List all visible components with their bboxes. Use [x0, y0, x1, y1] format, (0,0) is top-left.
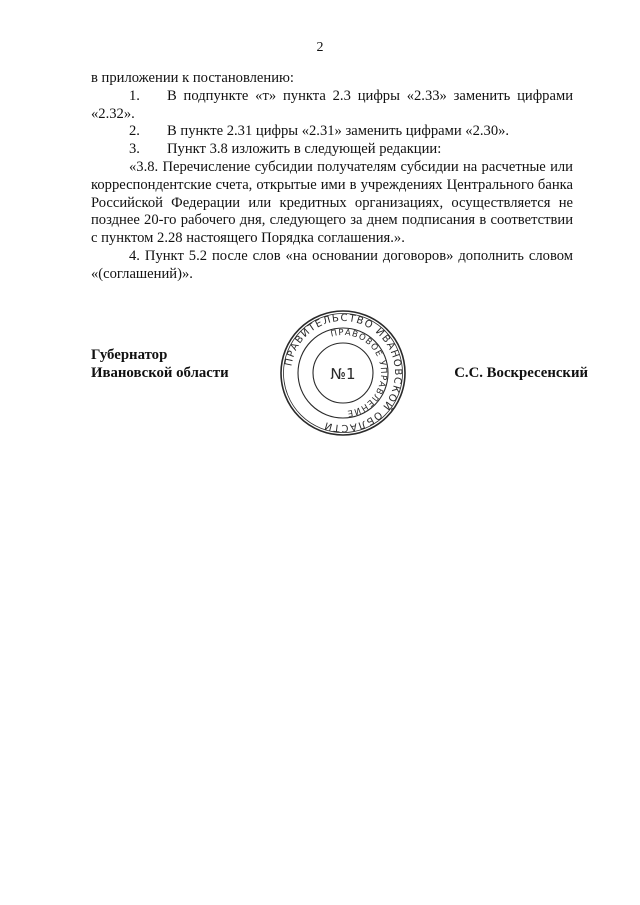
- document-body: [91, 70, 573, 284]
- signatory-title-line: Ивановской области: [91, 365, 229, 381]
- list-item: [91, 88, 573, 124]
- item-text: В пункте 2.31 цифры «2.31» заменить цифрами «2.30».: [167, 123, 510, 140]
- quoted-paragraph: «3.8. Перечисление субсидии получателям субсидии на расчетные или корреспондентские счета, открытые ими в учреждениях Центрального банка Российской Федерации или кредитных организациях, осуществляется не позднее 20-го рабочего дня, следующего за днем подписания в соответствии с пунктом 2.28 настоящего Порядка соглашения.».: [91, 158, 573, 247]
- list-item: [91, 123, 573, 141]
- seal-outer-text: ПРАВИТЕЛЬСТВО ИВАНОВСКОЙ ОБЛАСТИ: [283, 312, 404, 434]
- page-number: 2: [316, 40, 324, 55]
- list-item: [91, 141, 573, 159]
- seal-number: №1: [330, 365, 356, 383]
- signatory-title-line: Губернатор: [91, 347, 168, 363]
- item-number: 1.: [129, 87, 140, 104]
- item-text: В подпункте «т» пункта 2.3 цифры «2.33» заменить цифрами «2.32».: [91, 87, 573, 122]
- seal-inner-text: ПРАВОВОЕ УПРАВЛЕНИЕ: [329, 327, 389, 418]
- signatory-title: [91, 346, 271, 382]
- list-item: 4. Пункт 5.2 после слов «на основании договоров» дополнить словом «(соглашений)».: [91, 247, 573, 282]
- item-number: 3.: [129, 141, 140, 158]
- item-text: Пункт 3.8 изложить в следующей редакции:: [167, 141, 442, 158]
- intro-line: в приложении к постановлению:: [91, 70, 294, 86]
- item-number: 2.: [129, 123, 140, 140]
- official-seal-stamp: [278, 308, 408, 438]
- signatory-name: С.С. Воскресенский: [454, 365, 588, 381]
